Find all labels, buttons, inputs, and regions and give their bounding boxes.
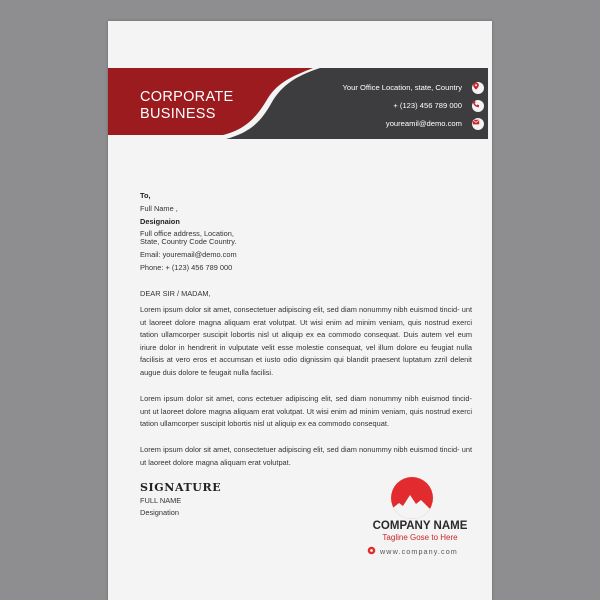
recipient-block <box>140 190 472 275</box>
letter-paragraph-3: Lorem ipsum dolor sit amet, consectetuer adipiscing elit, sed diam nonummy nibh euismod tincid- unt ut laoreet dolore magna aliquam erat volutpat. <box>140 445 472 467</box>
signature-full-name: FULL NAME <box>140 496 182 505</box>
letterhead-header <box>108 68 492 139</box>
mail-icon <box>472 118 484 130</box>
phone-icon <box>472 100 484 112</box>
recipient-email: Email: youremail@demo.com <box>140 250 237 260</box>
brand-line-2: BUSINESS <box>140 106 216 122</box>
to-label: To, <box>140 191 151 200</box>
contact-phone: + (123) 456 789 000 <box>393 101 462 110</box>
letter-paragraph-1: Lorem ipsum dolor sit amet, consectetuer adipiscing elit, sed diam nonummy nibh euismod tincid- unt ut laoreet dolore magna aliquam erat volutpat. Ut wisi enim ad minim veniam, quis nostrud exerci tation ullamcorper suscipit lobortis nisl ut aliquip ex ea commodo consequat. Duis autem vel eum iriure dolor in hendrerit in vulputate velit esse molestie consequat, vel illum dolore eu feugiat nulla facilisis at vero eros et accumsan et iusto odio dignissim qui blandit praesent luptatum zzril delenit augue duis dolore te feugait nulla facilisi. <box>140 305 472 377</box>
letterhead-page <box>108 21 492 600</box>
globe-icon <box>367 546 376 555</box>
recipient-designation: Designaion <box>140 216 180 226</box>
company-tagline: Tagline Gose to Here <box>382 533 458 542</box>
signature-designation: Designation <box>140 508 180 517</box>
brand-title <box>140 89 233 123</box>
recipient-address-line-2: State, Country Code Country. <box>140 237 237 247</box>
salutation: DEAR SIR / MADAM, <box>140 289 211 298</box>
contact-email: youreamil@demo.com <box>385 119 462 128</box>
signature-title: SIGNATURE <box>140 481 222 494</box>
company-name: COMPANY NAME <box>372 520 468 532</box>
recipient-address-line-1: Full office address, Location, <box>140 229 234 239</box>
location-pin-icon <box>472 82 484 94</box>
contact-address: Your Office Location, state, Country <box>342 83 462 92</box>
recipient-full-name: Full Name , <box>140 203 178 213</box>
letter-paragraph-2: Lorem ipsum dolor sit amet, cons ectetuer adipiscing elit, sed diam nonummy nibh euismod tincid- unt ut laoreet dolore magna aliquam erat volutpat. Ut wisi enim ad minim veniam, quis nostrud exerci tation ullamcorper suscipit lobortis nisl ut aliquip ex ea commodo consequat. <box>140 394 472 429</box>
company-website: www.company.com <box>380 547 458 556</box>
recipient-phone: Phone: + (123) 456 789 000 <box>140 262 233 272</box>
brand-line-1: CORPORATE <box>140 89 234 105</box>
mountain-sun-logo-icon <box>383 475 441 521</box>
